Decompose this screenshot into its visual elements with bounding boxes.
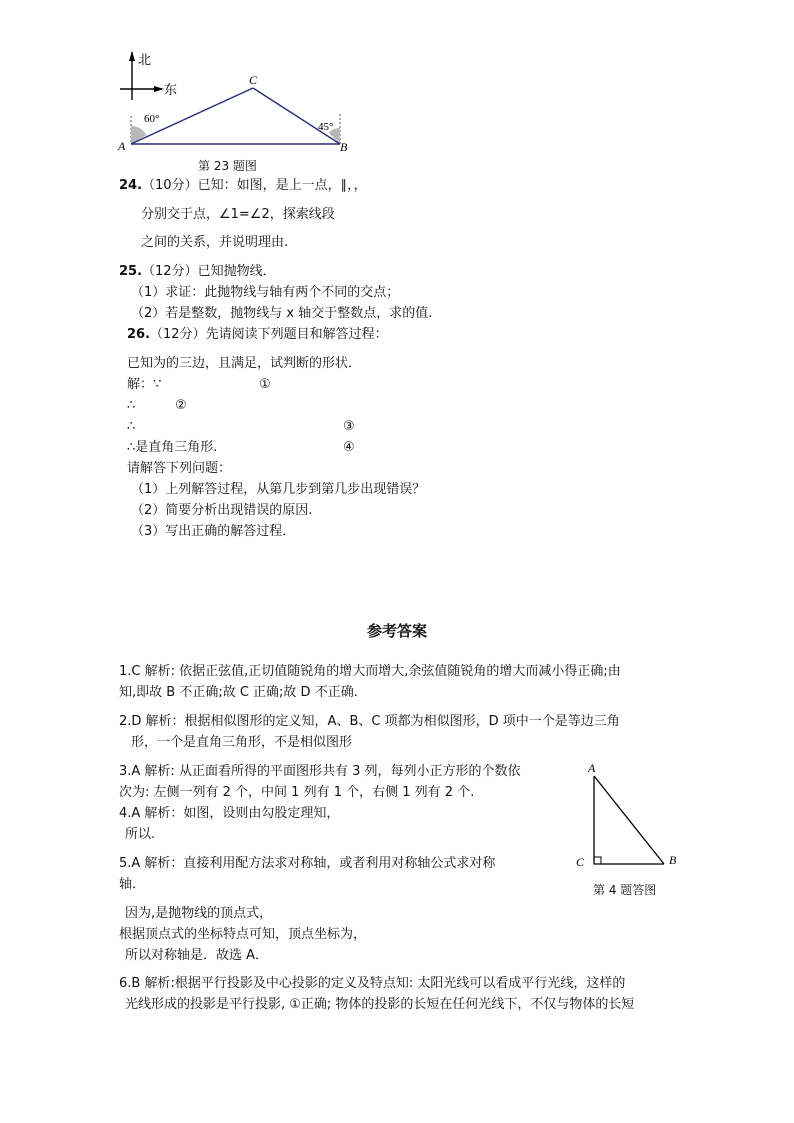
angle-b-label: 45°: [318, 121, 334, 133]
question-26-line2: 已知为的三边，且满足，试判断的形状．: [127, 356, 362, 371]
question-25-line2: （1）求证：此抛物线与轴有两个不同的交点；: [131, 285, 400, 300]
step-2-marker: ②: [175, 398, 187, 413]
angle-a-label: 60°: [144, 113, 160, 125]
vertex-b-label: B: [340, 140, 348, 154]
answer-2-line1: 2.D 解析：根据相似图形的定义知，A、B、C 项都为相似图形，D 项中一个是等边三角: [119, 714, 620, 729]
step-1-marker: ①: [259, 377, 271, 392]
east-arrowhead: [154, 86, 164, 92]
answer-6-line1: 6.B 解析:根据平行投影及中心投影的定义及特点知: 太阳光线可以看成平行光线，这样的: [119, 976, 626, 991]
question-24-line1: （10分）已知：如图，是上一点，∥，，: [142, 178, 367, 193]
vertex-c-label: C: [249, 73, 258, 87]
step-4-text: ∴是直角三角形.: [127, 440, 218, 455]
figure-23: [112, 48, 352, 160]
angle-sector-a: [131, 126, 147, 144]
answer-4-line1: 4.A 解析：如图，设则由勾股定理知，: [119, 806, 340, 821]
question-24: [119, 178, 367, 194]
question-26-ask-3: （3）写出正确的解答过程．: [131, 524, 296, 539]
step-2-text: ∴: [127, 398, 136, 413]
question-25-line3: （2）若是整数，抛物线与 x 轴交于整数点，求的值.: [131, 306, 433, 321]
side-ab: [594, 776, 664, 864]
question-24-number: 24.: [119, 178, 143, 193]
vertex-b-label: B: [669, 853, 677, 867]
question-25-line1: （12分）已知抛物线．: [142, 264, 276, 279]
answers-title: 参考答案: [366, 622, 427, 640]
side-bc: [253, 88, 340, 144]
step-3-marker: ③: [343, 419, 355, 434]
answer-6-line2: 光线形成的投影是平行投影, ①正确; 物体的投影的长短在任何光线下，不仅与物体的长短: [125, 997, 635, 1012]
east-label: 东: [164, 82, 178, 97]
answer-3-line2: 次为: 左侧一列有 2 个，中间 1 列有 1 个，右侧 1 列有 2 个.: [119, 785, 475, 800]
vertex-a-label: A: [118, 139, 126, 153]
answer-5-line1: 5.A 解析：直接利用配方法求对称轴，或者利用对称轴公式求对称: [119, 856, 496, 871]
step-4-marker: ④: [343, 440, 355, 455]
answer-1-line2: 知,即故 B 不正确;故 C 正确;故 D 不正确.: [119, 685, 358, 700]
answer-2-line2: 形，一个是直角三角形，不是相似图形: [131, 735, 353, 750]
question-26: [127, 327, 388, 343]
answer-1-line1: 1.C 解析: 依据正弦值,正切值随锐角的增大而增大,余弦值随锐角的增大而减小得正确;由: [119, 664, 621, 679]
answer-5-line3: 因为,是抛物线的顶点式，: [125, 906, 273, 921]
question-26-ask-1: （1）上列解答过程，从第几步到第几步出现错误？: [131, 482, 426, 497]
north-arrowhead: [129, 51, 135, 61]
question-24-line3: 之间的关系，并说明理由.: [141, 235, 289, 250]
north-label: 北: [138, 52, 152, 67]
figure-4-caption: 第 4 题答图: [593, 883, 657, 897]
figure-23-caption: 第 23 题图: [198, 159, 257, 173]
answer-5-line2: 轴．: [119, 877, 146, 892]
step-1-text: 解：∵: [127, 377, 162, 392]
question-26-ask: 请解答下列问题：: [127, 461, 232, 476]
question-26-ask-2: （2）简要分析出现错误的原因.: [131, 503, 313, 518]
answer-3-line1: 3.A 解析: 从正面看所得的平面图形共有 3 列，每列小正方形的个数依: [119, 764, 521, 779]
answer-5-line4: 根据顶点式的坐标特点可知，顶点坐标为，: [119, 927, 367, 942]
vertex-c-label: C: [576, 855, 585, 869]
answer-5-line5: 所以对称轴是．故选 A．: [125, 948, 269, 963]
question-26-number: 26.: [127, 327, 151, 342]
question-25: [119, 264, 276, 280]
answer-4-line2: 所以.: [125, 827, 156, 842]
question-26-line1: （12分）先请阅读下列题目和解答过程：: [150, 327, 388, 342]
step-3-text: ∴: [127, 419, 136, 434]
question-25-number: 25.: [119, 264, 143, 279]
figure-4: [572, 758, 684, 870]
vertex-a-label: A: [588, 761, 596, 775]
right-angle-mark: [594, 857, 601, 864]
question-24-line2: 分别交于点，∠1=∠2，探索线段: [141, 207, 335, 222]
